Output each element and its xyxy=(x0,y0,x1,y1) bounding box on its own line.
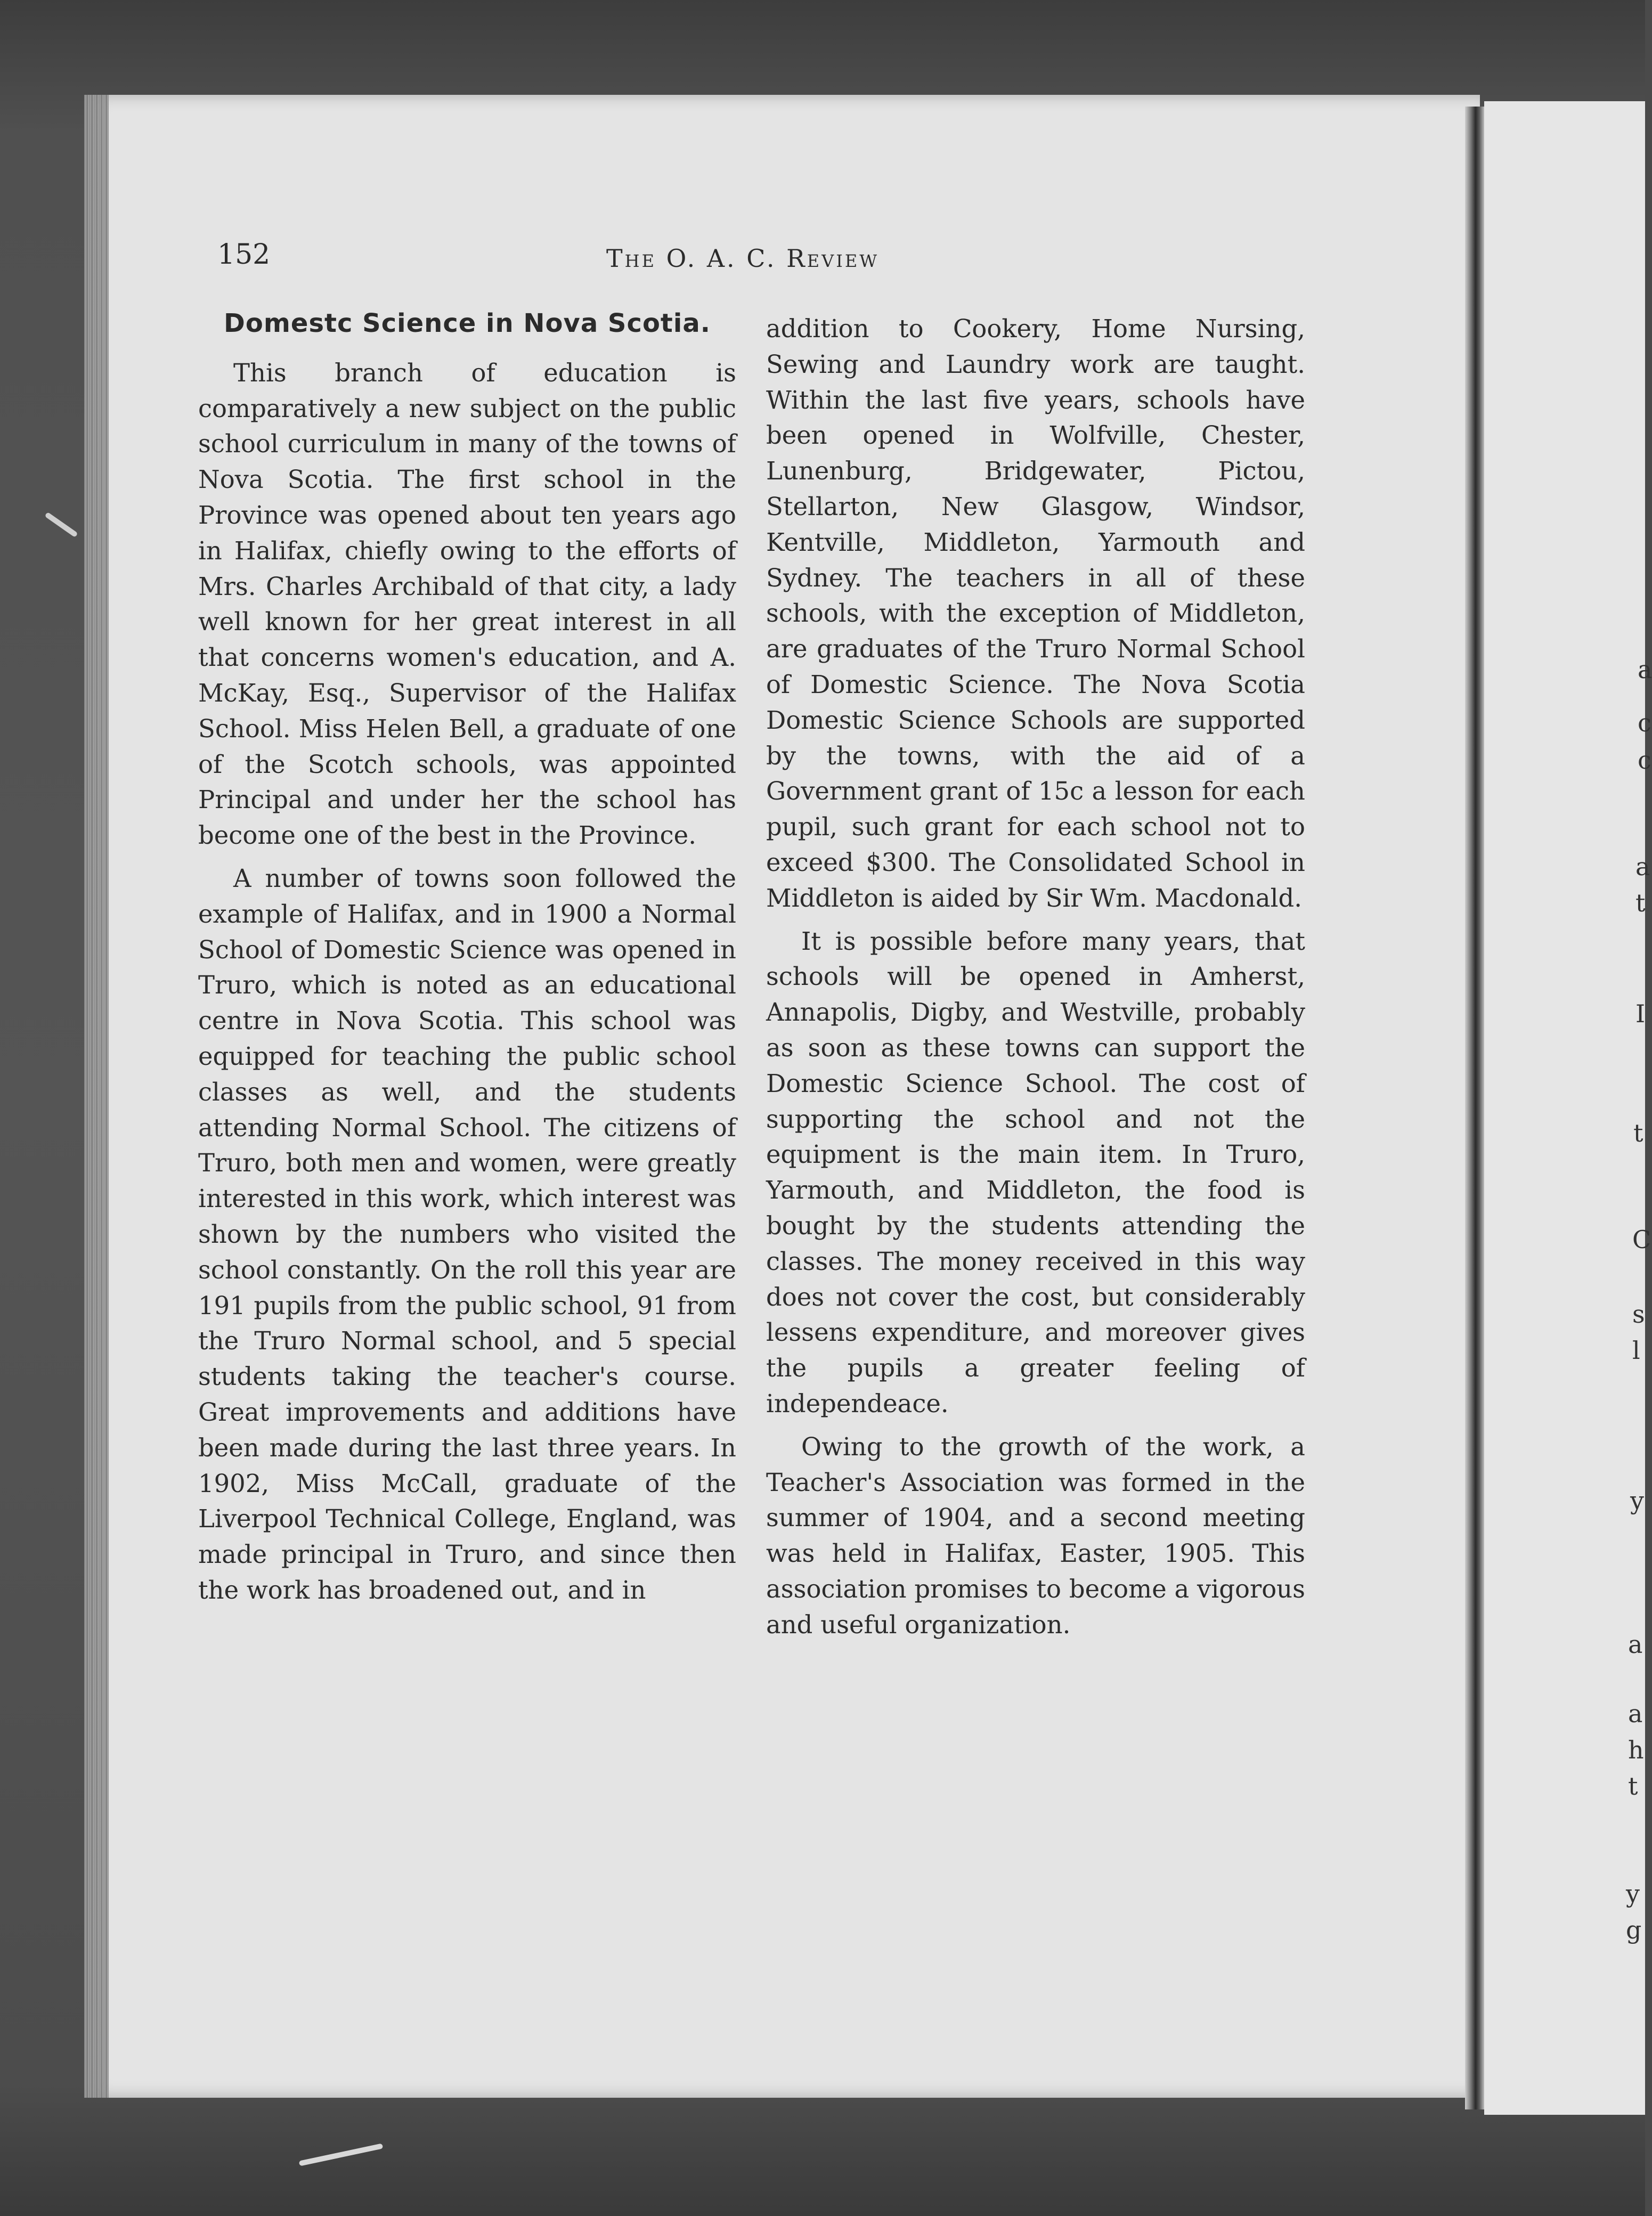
fragment: a xyxy=(1635,852,1650,881)
paragraph: This branch of education is comparatively a new subject on the public school curriculum in many of the towns of Nova Scotia. The first school in the Province was opened about ten years ago in Halifax, chiefly owing to the efforts of Mrs. Charles Archibald of that city, a lady well known for her great interest in all that concerns women's education, and A. McKay, Esq., Supervisor of the Halifax School. Miss Helen Bell, a graduate of one of the Scotch schools, was appointed Principal and under her the school has become one of the best in the Province. xyxy=(198,358,736,850)
running-head: The O. A. C. Review xyxy=(606,244,880,273)
article-title: Domestc Science in Nova Scotia. xyxy=(224,308,711,338)
fragment: t xyxy=(1635,889,1646,917)
fragment: h xyxy=(1628,1736,1644,1764)
fragment: c xyxy=(1638,708,1651,737)
paragraph: It is possible before many years, that schools will be opened in Amherst, Annapolis, Digby, and Westville, probably as soon as these towns can support the Domestic Science School. The cost of supporting the school and not the equipment is the main item. In Truro, Yarmouth, and Middleton, the food is bought by the students attending the classes. The money received in this way does not cover the cost, but considerably lessens expenditure, and moreover gives the pupils a greater feeling of independeace. xyxy=(766,926,1305,1418)
fragment: a xyxy=(1638,655,1652,684)
fragment: t xyxy=(1633,1119,1643,1147)
scan-artifact-mark xyxy=(44,512,78,537)
paragraph: A number of towns soon followed the example of Halifax, and in 1900 a Normal School of Domestic Science was opened in Truro, which is noted as an educational centre in Nova Scotia. This school was equipped for teaching the public school classes as well, and the students attending Normal School. The citizens of Truro, both men and women, were greatly interested in this work, which interest was shown by the numbers who visited the school constantly. On the roll this year are 191 pupils from the public school, 91 from the Truro Normal school, and 5 special students taking the teacher's course. Great improvements and additions have been made during the last three years. In 1902, Miss McCall, graduate of the Liverpool Technical College, England, was made principal in Truro, and since then the work has broadened out, and in xyxy=(198,863,736,1604)
facing-page-edge xyxy=(1484,101,1645,2115)
fragment: l xyxy=(1632,1336,1640,1365)
fragment: a xyxy=(1628,1699,1643,1728)
book-gutter xyxy=(1465,107,1484,2109)
fragment: c xyxy=(1638,746,1651,775)
page-number: 152 xyxy=(217,239,271,271)
scan-artifact-mark xyxy=(299,2143,384,2166)
fragment: t xyxy=(1628,1772,1638,1800)
paragraph: Owing to the growth of the work, a Teacher's Association was formed in the summer of 1904, and a second meeting was held in Halifax, Easter, 1905. This association promises to become a vigorous and useful organization. xyxy=(766,1432,1305,1639)
fragment: I xyxy=(1635,999,1646,1028)
left-column xyxy=(198,306,736,1616)
fragment: C xyxy=(1632,1225,1651,1254)
fragment: a xyxy=(1628,1630,1643,1659)
paragraph: addition to Cookery, Home Nursing, Sewing and Laundry work are taught. Within the last five years, schools have been opened in Wolfville, Chester, Lunenburg, Bridgewater, Pictou, Stellarton, New Glasgow, Windsor, Kentville, Middleton, Yarmouth and Sydney. The teachers in all of these schools, with the exception of Middleton, are graduates of the Truro Normal School of Domestic Science. The Nova Scotia Domestic Science Schools are supported by the towns, with the aid of a Government grant of 15c a lesson for each pupil, such grant for each school not to exceed $300. The Consolidated School in Middleton is aided by Sir Wm. Macdonald. xyxy=(766,314,1305,913)
fragment: y xyxy=(1626,1879,1640,1908)
fragment: g xyxy=(1626,1916,1642,1944)
right-column xyxy=(766,311,1305,1650)
fragment: s xyxy=(1632,1300,1645,1329)
fragment: y xyxy=(1630,1486,1644,1515)
